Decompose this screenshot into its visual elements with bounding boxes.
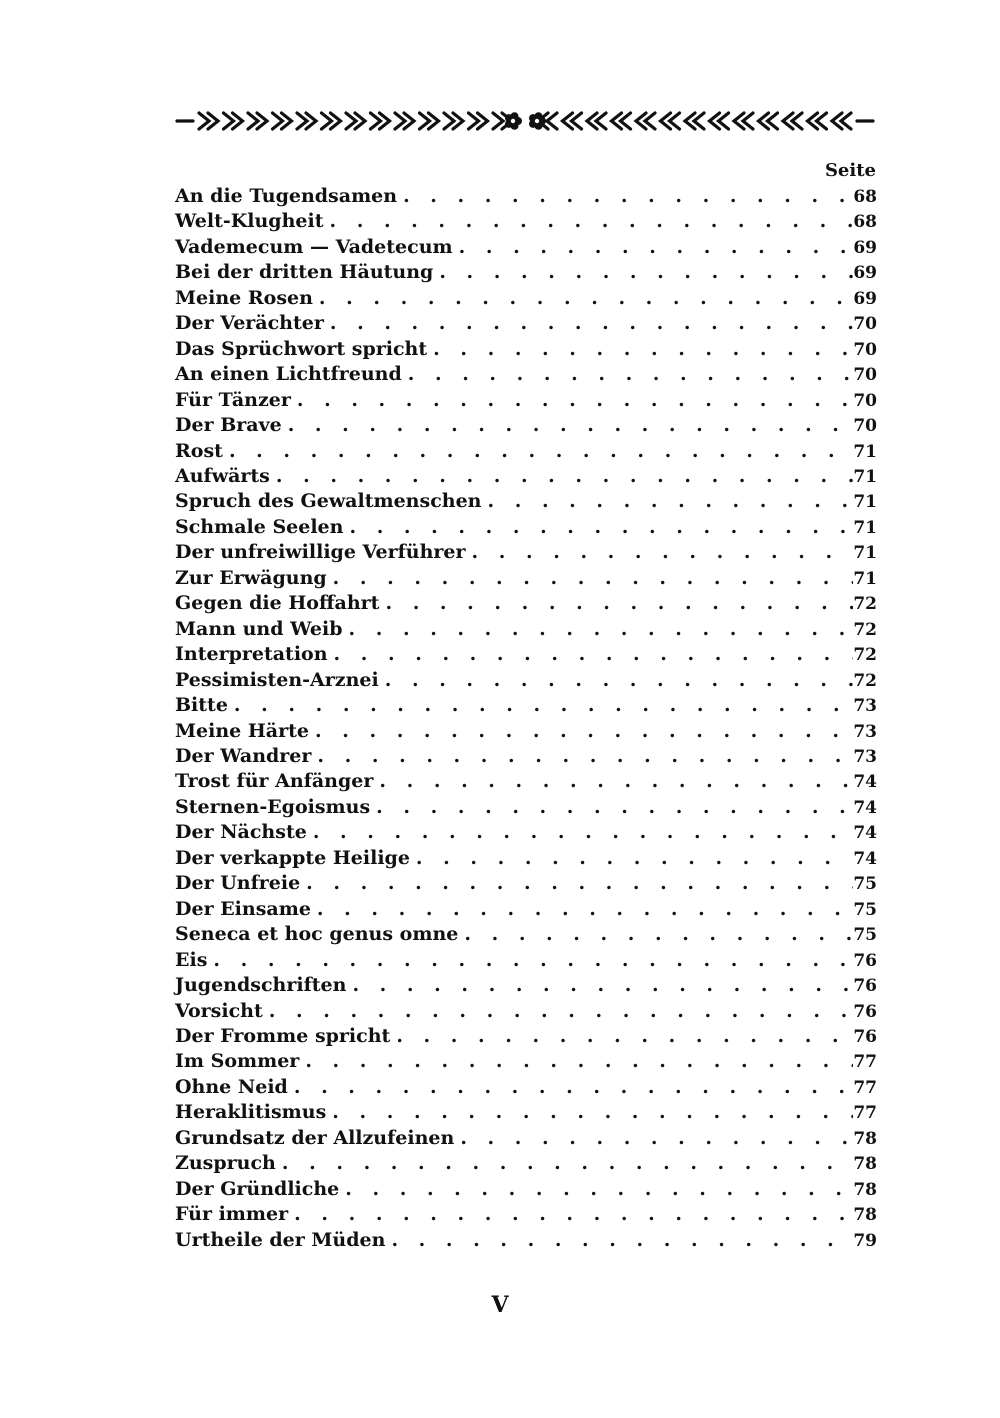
toc-entry-page: 78: [853, 1205, 877, 1226]
toc-entry-page: 72: [853, 670, 877, 691]
dot-leader: [379, 769, 853, 794]
toc-entry: [175, 1151, 877, 1176]
table-of-contents: [175, 184, 877, 1253]
toc-entry: [175, 948, 877, 973]
toc-entry: [175, 388, 877, 413]
dot-leader: [332, 1100, 853, 1125]
dot-leader: [229, 439, 853, 464]
dot-leader: [317, 897, 853, 922]
toc-entry-title: Mann und Weib: [175, 617, 343, 640]
toc-entry-page: 69: [853, 237, 877, 258]
toc-entry: [175, 795, 877, 820]
toc-entry: [175, 413, 877, 438]
toc-entry-page: 77: [853, 1077, 877, 1098]
dot-leader: [276, 464, 853, 489]
toc-entry-title: An einen Lichtfreund: [175, 363, 402, 386]
toc-entry-page: 70: [853, 390, 877, 411]
dot-leader: [317, 744, 853, 769]
toc-entry: [175, 1075, 877, 1100]
toc-entry: [175, 591, 877, 616]
toc-entry-title: Ohne Neid: [175, 1075, 288, 1098]
dot-leader: [234, 693, 853, 718]
toc-entry-page: 77: [853, 1103, 877, 1124]
toc-entry-title: An die Tugendsamen: [175, 185, 398, 207]
toc-entry: [175, 235, 877, 260]
toc-entry-title: Heraklitismus: [175, 1101, 327, 1124]
dot-leader: [294, 1075, 853, 1100]
toc-entry: [175, 973, 877, 998]
dot-leader: [433, 337, 853, 362]
toc-entry: [175, 540, 877, 565]
toc-entry-page: 74: [853, 797, 877, 818]
toc-entry: [175, 184, 877, 209]
toc-entry: [175, 922, 877, 947]
toc-entry-title: Der unfreiwillige Verführer: [175, 541, 466, 564]
toc-entry-title: Grundsatz der Allzufeinen: [175, 1126, 455, 1149]
toc-entry-title: Der Fromme spricht: [175, 1024, 391, 1047]
toc-entry: [175, 337, 877, 362]
toc-entry: [175, 439, 877, 464]
dot-leader: [315, 719, 853, 744]
dot-leader: [282, 1151, 853, 1176]
toc-entry-title: Eis: [175, 948, 208, 971]
dot-leader: [319, 286, 853, 311]
toc-entry: [175, 693, 877, 718]
toc-entry: [175, 719, 877, 744]
dot-leader: [408, 362, 854, 387]
dot-leader: [396, 1024, 853, 1049]
toc-entry-title: Der verkappte Heilige: [175, 846, 410, 869]
toc-entry-page: 69: [853, 263, 877, 284]
toc-entry: [175, 897, 877, 922]
toc-entry-title: Rost: [175, 439, 223, 462]
toc-entry-title: Der Unfreie: [175, 872, 301, 895]
dot-leader: [269, 999, 854, 1024]
toc-entry-page: 71: [853, 568, 877, 589]
toc-entry-page: 73: [853, 696, 877, 717]
toc-entry: [175, 1024, 877, 1049]
dot-leader: [385, 591, 853, 616]
toc-entry-title: Bitte: [175, 694, 228, 717]
dot-leader: [288, 413, 854, 438]
dot-leader: [349, 515, 853, 540]
dot-leader: [460, 1126, 853, 1151]
toc-entry-title: Schmale Seelen: [175, 515, 344, 538]
toc-entry-page: 75: [853, 874, 877, 895]
dot-leader: [416, 846, 853, 871]
dot-leader: [349, 617, 854, 642]
toc-entry-page: 77: [853, 1052, 877, 1073]
toc-entry-title: Aufwärts: [175, 464, 270, 487]
toc-entry-title: Sternen-Egoismus: [175, 795, 371, 818]
toc-entry-title: Der Wandrer: [175, 744, 312, 767]
dot-leader: [352, 973, 853, 998]
toc-entry-title: Pessimisten-Arznei: [175, 668, 379, 691]
toc-entry-title: Zur Erwägung: [175, 566, 327, 589]
toc-entry-page: 74: [853, 848, 877, 869]
toc-entry-page: 72: [853, 645, 877, 666]
toc-entry: [175, 515, 877, 540]
toc-entry-page: 68: [853, 187, 877, 207]
toc-entry-title: Trost für Anfänger: [175, 770, 374, 793]
dot-leader: [459, 235, 854, 260]
toc-entry: [175, 871, 877, 896]
toc-entry-title: Seneca et hoc genus omne: [175, 923, 459, 946]
toc-entry-page: 73: [853, 746, 877, 767]
toc-entry: [175, 668, 877, 693]
toc-entry-title: Meine Härte: [175, 719, 309, 742]
toc-entry-title: Gegen die Hoffahrt: [175, 592, 380, 615]
toc-entry: [175, 642, 877, 667]
dot-leader: [297, 388, 853, 413]
toc-entry-title: Im Sommer: [175, 1050, 300, 1073]
decorative-border-ornament: [175, 104, 875, 138]
dot-leader: [385, 668, 854, 693]
toc-entry: [175, 286, 877, 311]
toc-entry: [175, 464, 877, 489]
toc-entry: [175, 209, 877, 234]
toc-entry-title: Vorsicht: [175, 999, 263, 1022]
dot-leader: [329, 209, 853, 234]
toc-entry-page: 78: [853, 1128, 877, 1149]
toc-entry-page: 70: [853, 365, 877, 386]
toc-entry-title: Welt-Klugheit: [175, 210, 324, 233]
toc-entry-title: Jugendschriften: [175, 974, 347, 997]
toc-entry: [175, 1228, 877, 1253]
toc-entry-page: 76: [853, 976, 877, 997]
toc-entry-page: 73: [853, 721, 877, 742]
toc-entry-page: 75: [853, 925, 877, 946]
toc-entry: [175, 311, 877, 336]
toc-entry-page: 70: [853, 416, 877, 437]
toc-entry: [175, 1100, 877, 1125]
toc-entry-title: Meine Rosen: [175, 286, 313, 309]
toc-entry-title: Urtheile der Müden: [175, 1228, 386, 1251]
toc-entry-page: 76: [853, 1026, 877, 1047]
toc-entry-page: 68: [853, 212, 877, 233]
toc-entry-page: 78: [853, 1154, 877, 1175]
dot-leader: [403, 184, 853, 209]
toc-entry: [175, 769, 877, 794]
toc-entry: [175, 820, 877, 845]
toc-entry-page: 74: [853, 772, 877, 793]
toc-entry-page: 79: [853, 1230, 877, 1251]
dot-leader: [464, 922, 853, 947]
toc-entry: [175, 1126, 877, 1151]
toc-entry-page: 76: [853, 1001, 877, 1022]
dot-leader: [376, 795, 853, 820]
toc-entry: [175, 566, 877, 591]
toc-entry-title: Für Tänzer: [175, 388, 291, 411]
toc-entry-page: 69: [853, 288, 877, 309]
toc-entry-title: Der Einsame: [175, 897, 311, 920]
toc-entry: [175, 1177, 877, 1202]
toc-entry: [175, 617, 877, 642]
dot-leader: [294, 1202, 853, 1227]
dot-leader: [345, 1177, 853, 1202]
toc-entry-title: Das Sprüchwort spricht: [175, 337, 428, 360]
toc-entry: [175, 260, 877, 285]
dot-leader: [313, 820, 854, 845]
toc-entry: [175, 1049, 877, 1074]
dot-leader: [439, 260, 853, 285]
toc-entry-page: 71: [853, 543, 877, 564]
toc-entry: [175, 362, 877, 387]
toc-entry-title: Vademecum — Vadetecum: [175, 235, 453, 258]
dot-leader: [330, 311, 853, 336]
dot-leader: [333, 566, 854, 591]
toc-entry-title: Der Verächter: [175, 312, 324, 335]
toc-entry-page: 70: [853, 339, 877, 360]
dot-leader: [305, 1049, 853, 1074]
page-column-label: Seite: [824, 160, 876, 181]
toc-entry: [175, 1202, 877, 1227]
toc-entry: [175, 744, 877, 769]
toc-entry-title: Zuspruch: [175, 1152, 276, 1175]
toc-entry-page: 70: [853, 314, 877, 335]
dot-leader: [334, 642, 854, 667]
toc-entry-title: Bei der dritten Häutung: [175, 261, 434, 284]
page-number: V: [491, 1292, 509, 1318]
toc-entry-page: 72: [853, 594, 877, 615]
toc-entry: [175, 489, 877, 514]
toc-entry-title: Interpretation: [175, 643, 328, 666]
dot-leader: [391, 1228, 853, 1253]
toc-entry-page: 78: [853, 1179, 877, 1200]
toc-entry-page: 71: [853, 492, 877, 513]
dot-leader: [213, 948, 853, 973]
toc-entry-page: 71: [853, 517, 877, 538]
toc-entry-title: Der Brave: [175, 414, 282, 437]
toc-entry-page: 76: [853, 950, 877, 971]
dot-leader: [306, 871, 853, 896]
toc-entry-title: Für immer: [175, 1203, 289, 1226]
toc-entry-title: Der Gründliche: [175, 1177, 340, 1200]
toc-entry-page: 75: [853, 899, 877, 920]
toc-entry: [175, 999, 877, 1024]
toc-entry-page: 72: [853, 619, 877, 640]
toc-entry-title: Spruch des Gewaltmenschen: [175, 490, 482, 513]
toc-entry: [175, 846, 877, 871]
toc-entry-page: 71: [853, 441, 877, 462]
toc-entry-page: 74: [853, 823, 877, 844]
dot-leader: [472, 540, 854, 565]
toc-entry-title: Der Nächste: [175, 821, 307, 844]
dot-leader: [487, 489, 853, 514]
toc-entry-page: 71: [853, 466, 877, 487]
